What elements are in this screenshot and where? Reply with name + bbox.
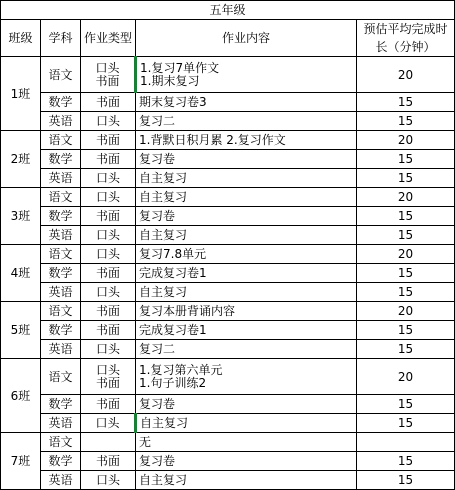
class-cell: 7班 [1, 433, 41, 490]
content-cell [136, 302, 357, 321]
content-line: 复习二 [139, 113, 176, 128]
subject-cell: 英语 [41, 226, 81, 245]
time-cell: 15 [357, 226, 455, 245]
table-row [1, 264, 455, 283]
table-row [1, 150, 455, 169]
content-cell [136, 452, 357, 471]
table-row [1, 112, 455, 131]
class-cell: 3班 [1, 188, 41, 245]
table-row [1, 433, 455, 452]
subject-cell: 数学 [41, 395, 81, 414]
time-cell: 20 [357, 245, 455, 264]
content-line: 复习7.8单元 [139, 246, 207, 261]
content-line: 复习本册背诵内容 [139, 303, 236, 318]
content-cell [136, 57, 357, 93]
type-cell [81, 340, 136, 359]
table-row [1, 169, 455, 188]
content-line: 1.期末复习 [140, 73, 200, 88]
content-line: 1.复习7单作文 [140, 60, 220, 75]
type-line: 口头 [95, 170, 120, 185]
type-cell [81, 169, 136, 188]
type-cell [81, 93, 136, 112]
table-row [1, 57, 455, 93]
type-cell [81, 471, 136, 490]
table-row [1, 471, 455, 490]
type-cell [81, 264, 136, 283]
table-row [1, 245, 455, 264]
time-cell: 15 [357, 452, 455, 471]
type-cell [81, 112, 136, 131]
content-line: 1.复习第六单元 [139, 362, 223, 377]
content-cell [136, 321, 357, 340]
type-cell [81, 395, 136, 414]
subject-cell: 语文 [41, 302, 81, 321]
type-line: 书面 [95, 94, 120, 109]
content-cell [136, 264, 357, 283]
table-row [1, 321, 455, 340]
subject-cell: 英语 [41, 340, 81, 359]
content-line: 完成复习卷1 [139, 322, 207, 337]
content-line: 自主复习 [139, 189, 188, 204]
type-line: 书面 [95, 453, 120, 468]
content-cell [136, 226, 357, 245]
content-cell [136, 471, 357, 490]
type-line: 口头 [95, 227, 120, 242]
table-row [1, 207, 455, 226]
content-cell [136, 112, 357, 131]
subject-cell: 语文 [41, 433, 81, 452]
content-line: 自主复习 [139, 170, 188, 185]
class-cell: 1班 [1, 57, 41, 131]
content-line: 完成复习卷1 [139, 265, 207, 280]
content-line: 1.句子训练2 [139, 375, 207, 390]
time-cell: 15 [357, 264, 455, 283]
type-cell [81, 414, 136, 433]
subject-cell: 语文 [41, 359, 81, 395]
type-line: 口头 [95, 60, 120, 75]
subject-cell: 数学 [41, 150, 81, 169]
table-title: 五年级 [1, 1, 455, 20]
content-line: 1.背默日积月累 2.复习作文 [139, 132, 286, 147]
time-cell: 15 [357, 414, 455, 433]
content-cell [136, 340, 357, 359]
subject-cell: 英语 [41, 283, 81, 302]
time-cell [357, 433, 455, 452]
table-row [1, 131, 455, 150]
content-cell [136, 169, 357, 188]
subject-cell: 语文 [41, 245, 81, 264]
content-line: 复习卷 [139, 396, 176, 411]
table-row [1, 226, 455, 245]
type-cell [81, 57, 136, 93]
content-line: 复习卷 [139, 208, 176, 223]
content-cell [136, 207, 357, 226]
content-cell [136, 245, 357, 264]
content-line: 复习卷 [139, 453, 176, 468]
content-cell [136, 414, 357, 433]
subject-cell: 数学 [41, 264, 81, 283]
time-cell: 15 [357, 340, 455, 359]
header-class: 班级 [1, 20, 41, 57]
table-row [1, 359, 455, 395]
class-cell: 5班 [1, 302, 41, 359]
content-cell [136, 359, 357, 395]
content-line: 自主复习 [139, 227, 188, 242]
header-content: 作业内容 [136, 20, 357, 57]
type-cell [81, 150, 136, 169]
content-line: 无 [139, 434, 152, 449]
type-cell [81, 321, 136, 340]
content-line: 复习二 [139, 341, 176, 356]
class-cell: 6班 [1, 359, 41, 433]
subject-cell: 英语 [41, 471, 81, 490]
type-line: 口头 [95, 415, 120, 430]
type-line: 口头 [95, 472, 120, 487]
subject-cell: 语文 [41, 131, 81, 150]
time-cell: 15 [357, 93, 455, 112]
class-cell: 4班 [1, 245, 41, 302]
type-cell [81, 226, 136, 245]
content-cell [136, 131, 357, 150]
header-time-line1: 预估平均完成时 [363, 22, 448, 36]
subject-cell: 数学 [41, 93, 81, 112]
content-cell [136, 395, 357, 414]
content-line: 期末复习卷3 [139, 94, 207, 109]
content-line: 复习卷 [139, 151, 176, 166]
header-subject: 学科 [41, 20, 81, 57]
subject-cell: 英语 [41, 414, 81, 433]
time-cell: 20 [357, 302, 455, 321]
type-line: 口头 [95, 341, 120, 356]
subject-cell: 英语 [41, 169, 81, 188]
table-row [1, 452, 455, 471]
content-cell [136, 283, 357, 302]
type-line: 书面 [95, 396, 120, 411]
subject-cell: 语文 [41, 57, 81, 93]
table-row [1, 283, 455, 302]
type-cell [81, 207, 136, 226]
table-row [1, 340, 455, 359]
type-cell [81, 188, 136, 207]
header-type: 作业类型 [81, 20, 136, 57]
type-cell [81, 283, 136, 302]
type-cell [81, 452, 136, 471]
time-cell: 15 [357, 395, 455, 414]
class-cell: 2班 [1, 131, 41, 188]
content-line: 自主复习 [139, 472, 188, 487]
type-line: 书面 [95, 208, 120, 223]
subject-cell: 数学 [41, 207, 81, 226]
time-cell: 15 [357, 207, 455, 226]
type-cell [81, 245, 136, 264]
type-cell [81, 131, 136, 150]
subject-cell: 数学 [41, 452, 81, 471]
table-row [1, 414, 455, 433]
type-line: 口头 [95, 113, 120, 128]
subject-cell: 语文 [41, 188, 81, 207]
type-line: 书面 [95, 151, 120, 166]
type-cell [81, 359, 136, 395]
type-line: 书面 [95, 265, 120, 280]
type-cell [81, 302, 136, 321]
type-line: 书面 [95, 303, 120, 318]
type-line: 书面 [95, 375, 120, 390]
time-cell: 15 [357, 471, 455, 490]
time-cell: 15 [357, 150, 455, 169]
content-cell [136, 150, 357, 169]
content-cell [136, 188, 357, 207]
content-line: 自主复习 [139, 284, 188, 299]
type-line: 口头 [95, 189, 120, 204]
table-row [1, 302, 455, 321]
type-line: 书面 [95, 322, 120, 337]
header-time-line2: 长（分钟） [375, 40, 436, 54]
type-line: 书面 [95, 73, 120, 88]
time-cell: 15 [357, 321, 455, 340]
time-cell: 15 [357, 283, 455, 302]
time-cell: 15 [357, 169, 455, 188]
content-cell [136, 93, 357, 112]
type-line: 口头 [95, 284, 120, 299]
type-line: 口头 [95, 362, 120, 377]
type-line: 口头 [95, 246, 120, 261]
time-cell: 20 [357, 131, 455, 150]
content-line: 自主复习 [140, 415, 189, 430]
time-cell: 20 [357, 188, 455, 207]
type-line: 书面 [95, 132, 120, 147]
table-row [1, 188, 455, 207]
subject-cell: 英语 [41, 112, 81, 131]
content-cell [136, 433, 357, 452]
type-cell [81, 433, 136, 452]
time-cell: 15 [357, 112, 455, 131]
time-cell: 20 [357, 359, 455, 395]
time-cell: 20 [357, 57, 455, 93]
table-row [1, 395, 455, 414]
subject-cell: 数学 [41, 321, 81, 340]
table-row [1, 93, 455, 112]
header-time [357, 20, 455, 57]
